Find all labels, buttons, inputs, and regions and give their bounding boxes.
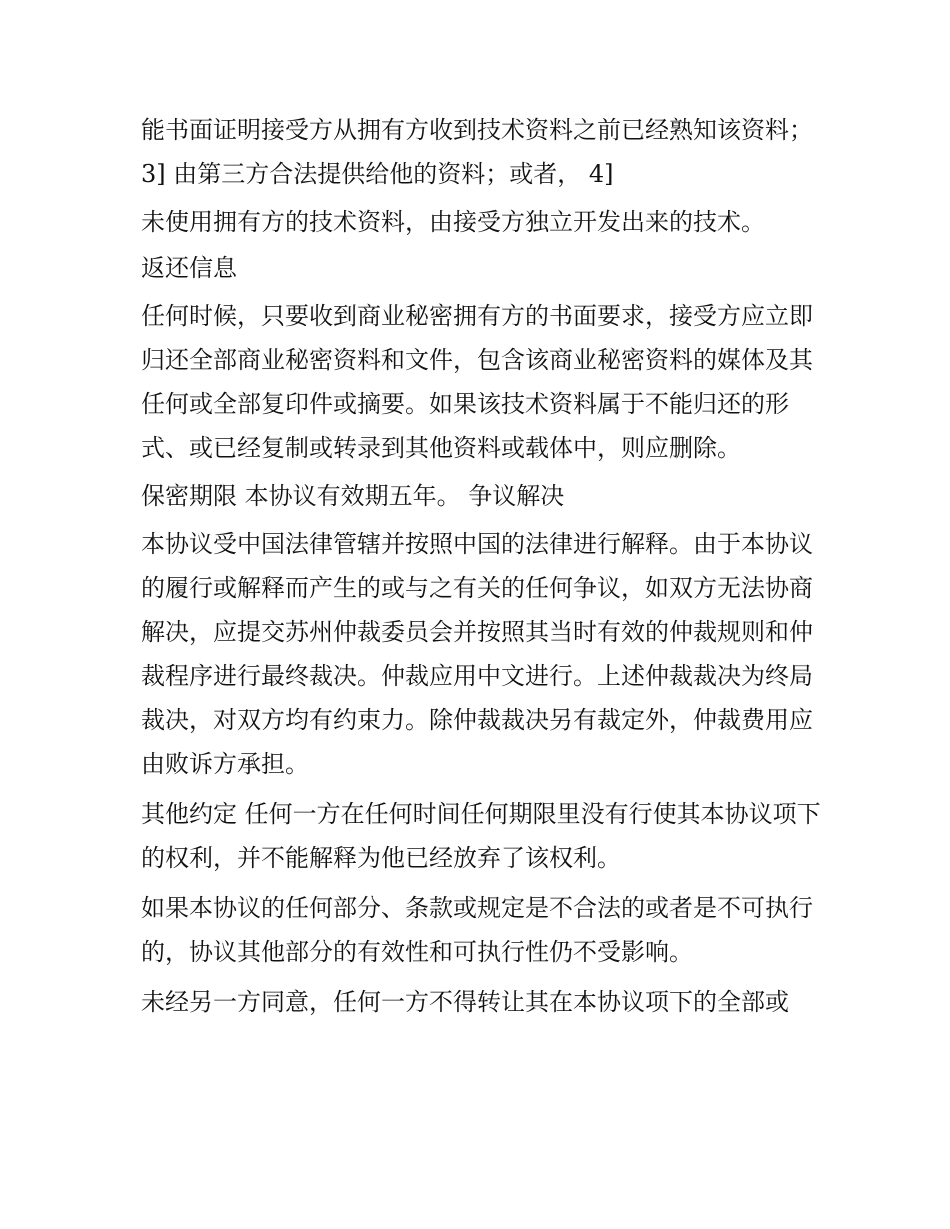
heading-return-information: 返还信息 — [141, 254, 237, 282]
paragraph-return-information: 任何时候，只要收到商业秘密拥有方的书面要求，接受方应立即归还全部商业秘密资料和文件，包含该商业秘密资料的媒体及其任何或全部复印件或摘要。如果该技术资料属于不能归还的形式、或已经复制或转录到其他资料或载体中，则应删除。 — [141, 302, 813, 462]
document-body — [141, 108, 821, 1030]
paragraph-assignment: 未经另一方同意，任何一方不得转让其在本协议项下的全部或 — [141, 988, 789, 1016]
paragraph-dispute-resolution: 本协议受中国法律管辖并按照中国的法律进行解释。由于本协议的履行或解释而产生的或与之有关的任何争议，如双方无法协商解决，应提交苏州仲裁委员会并按照其当时有效的仲裁规则和仲裁程序进行最终裁决。仲裁应用中文进行。上述仲裁裁决为终局裁决，对双方均有约束力。除仲裁裁决另有裁定外，仲裁费用应由败诉方承担。 — [141, 530, 813, 778]
paragraph-independent-development: 未使用拥有方的技术资料，由接受方独立开发出来的技术。 — [141, 208, 765, 236]
paragraph-other-provisions: 其他约定 任何一方在任何时间任何期限里没有行使其本协议项下的权利，并不能解释为他已经放弃了该权利。 — [141, 800, 821, 872]
paragraph-confidentiality-exceptions: 能书面证明接受方从拥有方收到技术资料之前已经熟知该资料； 3] 由第三方合法提供给他的资料；或者， 4] — [141, 116, 813, 188]
paragraph-severability: 如果本协议的任何部分、条款或规定是不合法的或者是不可执行的，协议其他部分的有效性和可执行性仍不受影响。 — [141, 894, 813, 966]
paragraph-term-and-dispute-heading: 保密期限 本协议有效期五年。 争议解决 — [141, 482, 565, 510]
